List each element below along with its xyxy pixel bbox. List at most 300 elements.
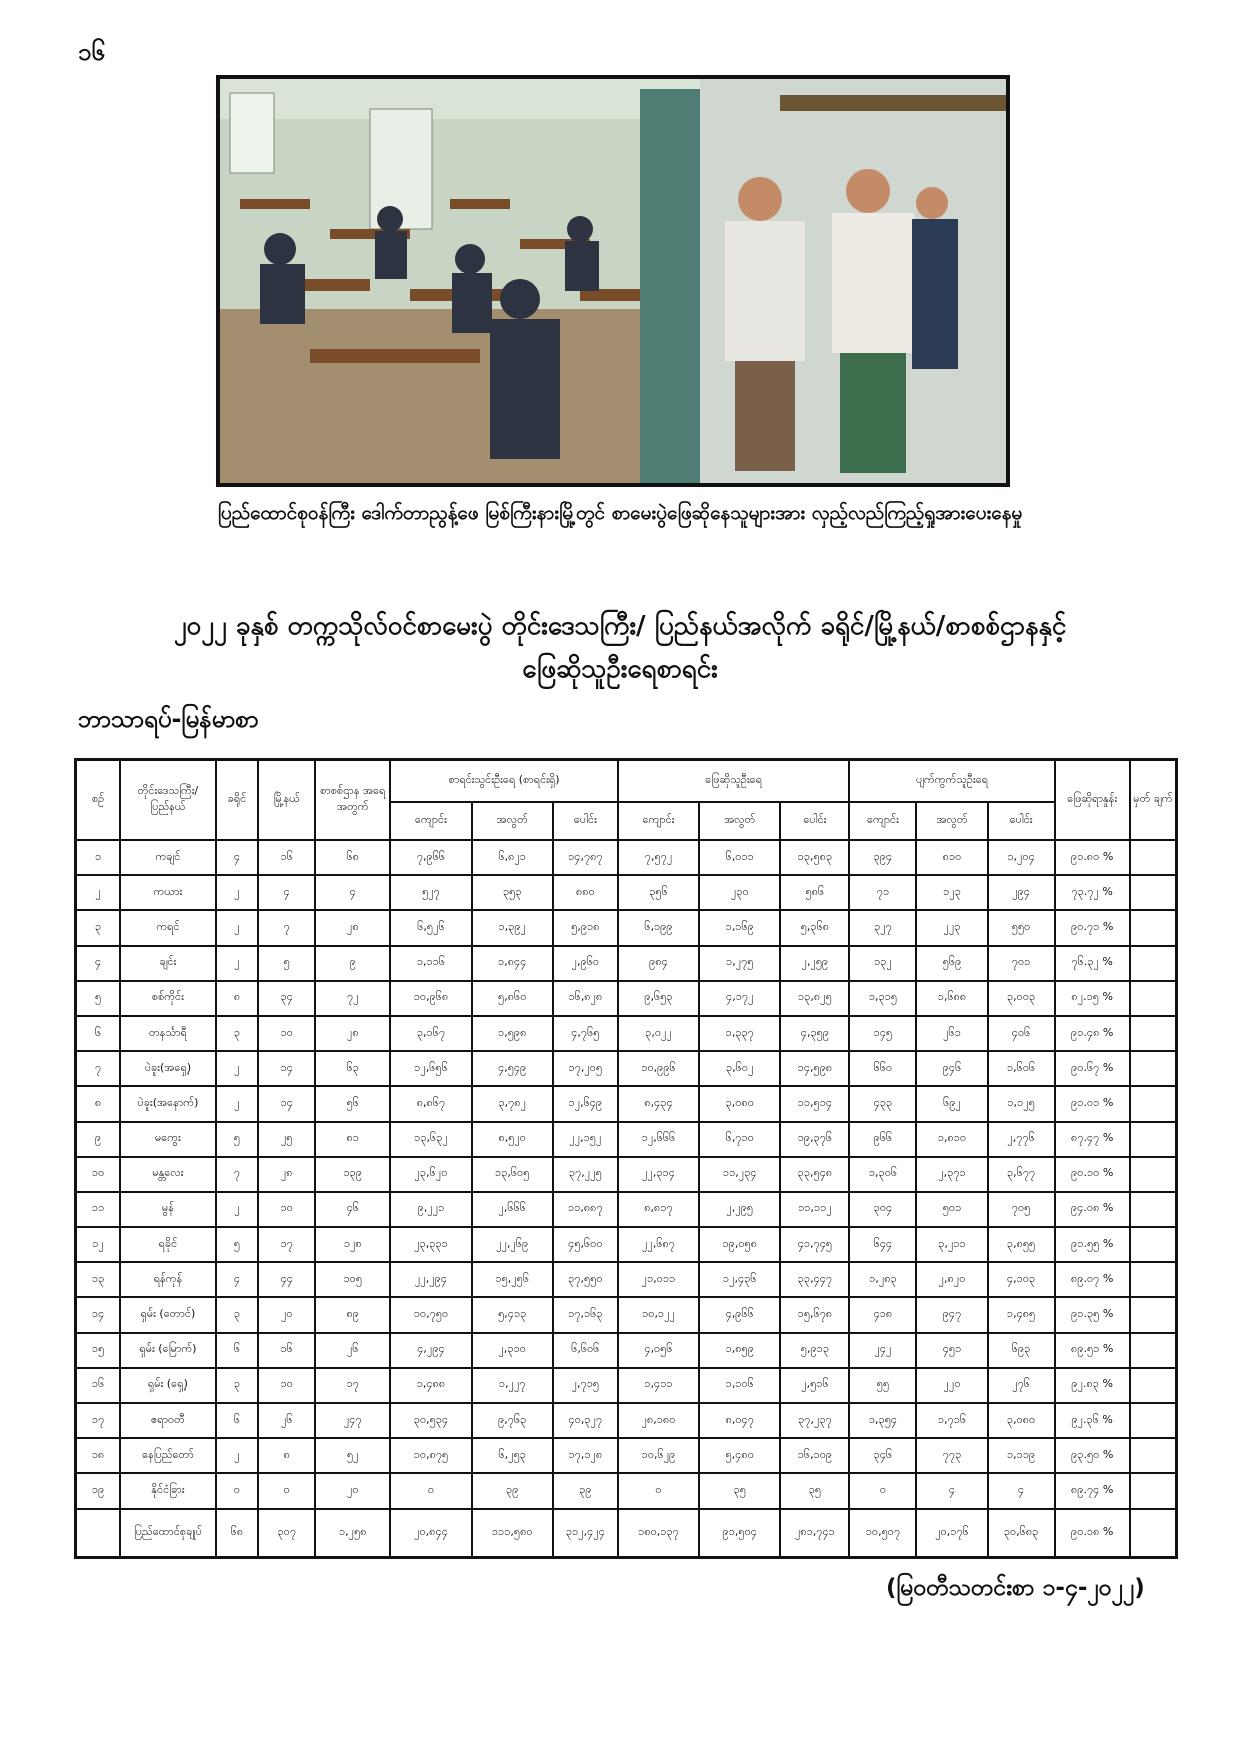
table-cell: ပဲခူး(အနောက်) [120,1086,215,1121]
table-cell: ၁၇ [258,1227,315,1262]
table-cell: ၃ [76,910,121,945]
table-cell: ၂ [216,1438,259,1473]
header-township: မြို့နယ် [258,760,315,841]
table-cell: ၉၆၆ [849,1122,916,1157]
table-row [76,1438,1177,1473]
table-cell: ၂ [216,1086,259,1121]
table-cell: ရှမ်း (မြောက်) [120,1333,215,1368]
table-cell: ၉၄၇ [916,1297,987,1332]
table-cell: ၄ [216,1262,259,1297]
table-cell: ၂၂,၁၅၂ [553,1122,618,1157]
table-cell: ၃ [216,1297,259,1332]
table-cell: ၅၂၇ [390,875,471,910]
table-cell: ၅၅၀ [988,910,1055,945]
table-cell: ၂၄၇ [315,1403,390,1438]
table-cell: ၁,၁၁၉ [988,1438,1055,1473]
candidates-table-container [74,758,1178,1559]
table-cell: ၁၀,၁၂၂ [618,1297,699,1332]
table-cell: ၈၉.၇၄ % [1055,1473,1130,1508]
table-cell: ၁,၂၅၈ [315,1509,390,1558]
table-cell: ၇ [258,910,315,945]
table-cell [1130,1473,1177,1508]
table-cell: ၄,၁၇၂ [699,981,780,1016]
table-cell: ၄ [315,875,390,910]
table-cell: ၂၆၁ [916,1016,987,1051]
table-cell: ၇၂ [315,981,390,1016]
table-cell: ၄ [988,1473,1055,1508]
table-cell: ၂၃,၃၃၁ [390,1227,471,1262]
header-absent-male: ကျောင်း [849,802,916,840]
table-total-row [76,1509,1177,1558]
table-cell: ၂၃၀ [699,875,780,910]
table-cell: ၉၁.၀၁ % [1055,1086,1130,1121]
table-cell: ၃၄ [258,981,315,1016]
table-cell: ၀ [618,1473,699,1508]
table-cell: ၁ [76,840,121,875]
table-cell: ၄,၇၆၅ [553,1016,618,1051]
table-cell: ၅၆ [315,1086,390,1121]
table-cell: ၁,၃၃၇ [699,1016,780,1051]
table-cell: ကယား [120,875,215,910]
table-cell: ၄၁,၇၄၅ [780,1227,849,1262]
table-cell: ၁၂၃ [916,875,987,910]
table-cell: ၁၀,၉၉၆ [618,1051,699,1086]
header-attended-total: ပေါင်း [780,802,849,840]
table-cell: ၁၉,၃၇၆ [780,1122,849,1157]
table-cell [1130,1016,1177,1051]
table-cell: ၁,၁၀၆ [699,1368,780,1403]
table-cell: ၆ [76,1016,121,1051]
table-cell: ၂၈,၁၈၀ [618,1403,699,1438]
table-cell: ၃၅၃ [472,875,553,910]
table-cell [1130,1368,1177,1403]
table-row [76,1051,1177,1086]
table-cell: ရှမ်း (ရှေ့) [120,1368,215,1403]
table-cell: ၄၅,၆၀၀ [553,1227,618,1262]
table-cell: ၉ [76,1122,121,1157]
table-cell: ၉၂.၈၃ % [1055,1368,1130,1403]
table-cell: ၁၇ [315,1368,390,1403]
header-no: စဉ် [76,760,121,841]
table-cell: ၈၇.၄၇ % [1055,1122,1130,1157]
table-cell: ၁၁,၈၈၇ [553,1192,618,1227]
table-cell: ၀ [216,1473,259,1508]
table-cell: ၂,၆၆၆ [472,1192,553,1227]
table-cell: ၆၉၂ [916,1086,987,1121]
report-title-line1: ၂၀၂၂ ခုနှစ် တက္ကသိုလ်ဝင်စာမေးပွဲ တိုင်းဒေသကြီး/ ပြည်နယ်အလိုက် ခရိုင်/မြို့နယ်/စာစစ်ဌာနနှင့် [173,611,1067,641]
table-cell: စစ်ကိုင်း [120,981,215,1016]
table-cell: ၁၅,၂၅၆ [472,1262,553,1297]
table-cell: ၇၁ [849,875,916,910]
table-cell: ၁၆,၈၂၈ [553,981,618,1016]
table-cell: ၉၂.၃၆ % [1055,1403,1130,1438]
table-row [76,1086,1177,1121]
table-cell [1130,946,1177,981]
table-cell: ၃,၀၀၃ [988,981,1055,1016]
table-cell: ၉,၇၆၃ [472,1403,553,1438]
table-cell [1130,1086,1177,1121]
table-cell: ၆,၆၀၆ [553,1333,618,1368]
table-cell: ၈,၈၁၇ [618,1192,699,1227]
table-cell: ၁၁,၅၁၄ [780,1086,849,1121]
table-cell: ၃၅ [699,1473,780,1508]
table-cell: ၁,၅၉၈ [472,1016,553,1051]
table-cell: ၁,၃၅၄ [849,1403,916,1438]
header-registered-female: အလွတ် [472,802,553,840]
table-cell: ၁၀,၉၆၈ [390,981,471,1016]
table-cell: ၁၁ [76,1192,121,1227]
table-cell: ၁,၃၀၆ [849,1157,916,1192]
table-cell: ၃,၆၇၇ [988,1157,1055,1192]
table-cell: ၁၅ [76,1333,121,1368]
table-cell: ၃၄၆ [849,1438,916,1473]
table-cell: ဧရာဝတီ [120,1403,215,1438]
table-cell: ၉၁.၃၅ % [1055,1297,1130,1332]
table-cell: ၂,၇၁၅ [553,1368,618,1403]
table-cell: ၉,၆၅၃ [618,981,699,1016]
table-cell: ၄၄ [258,1262,315,1297]
table-cell: ၂၀ [315,1473,390,1508]
table-cell: ၅,၃၆၈ [780,910,849,945]
table-cell: ရှမ်း (တောင်) [120,1297,215,1332]
table-cell [1130,1157,1177,1192]
table-cell: ၄၁၈ [849,1297,916,1332]
header-district: ခရိုင် [216,760,259,841]
table-cell: ၁,၈၅၉ [699,1333,780,1368]
table-row [76,1333,1177,1368]
header-attended-male: ကျောင်း [618,802,699,840]
table-cell: ၁၃၉ [315,1157,390,1192]
table-cell: ၂၁,၀၁၁ [618,1262,699,1297]
table-cell: ၂၈၁,၇၄၁ [780,1509,849,1558]
table-cell: ၂ [216,910,259,945]
table-cell: ၁၄ [258,1051,315,1086]
table-cell: ၁၂,၄၃၆ [699,1262,780,1297]
table-cell: ၉၄.၀၈ % [1055,1192,1130,1227]
table-cell: ၂၂,၆၈၇ [618,1227,699,1262]
table-cell: ၆၈ [216,1509,259,1558]
table-cell: ၉,၂၂၁ [390,1192,471,1227]
table-cell [1130,1509,1177,1558]
table-cell: ၃ [216,1368,259,1403]
table-cell: ၁၀ [258,1368,315,1403]
table-cell [1130,910,1177,945]
table-cell: ၃,၂၁၁ [916,1227,987,1262]
table-cell: ၁၆ [76,1368,121,1403]
table-cell: ၁၄ [76,1297,121,1332]
table-cell: ၃၀၄ [849,1192,916,1227]
table-cell: ၂၂၀ [916,1368,987,1403]
table-cell: ၁,၁၂၅ [988,1086,1055,1121]
table-cell: ၇၀၅ [988,1192,1055,1227]
table-cell [1130,1051,1177,1086]
table-cell: ၇၆.၃၂ % [1055,946,1130,981]
table-cell: ၁,၁၁၆ [390,946,471,981]
table-cell: ၁၂,၆၄၉ [553,1086,618,1121]
table-cell: ၁၂၈ [315,1227,390,1262]
table-row [76,981,1177,1016]
table-cell: ၃,၈၅၅ [988,1227,1055,1262]
table-row [76,1227,1177,1262]
table-cell: ၀ [390,1473,471,1508]
table-cell: ၆,၀၁၁ [699,840,780,875]
table-cell: ၁,၂၈၃ [849,1262,916,1297]
header-remark: မှတ် ချက် [1130,760,1177,841]
table-row [76,1473,1177,1508]
table-cell: ၅ [216,1227,259,1262]
page-number: ၁၆ [78,38,105,66]
table-cell: ၃,၀၂၂ [618,1016,699,1051]
table-cell: ၁၂,၆၅၆ [390,1051,471,1086]
table-cell: ၃၅ [780,1473,849,1508]
table-cell: ၁၇,၂၀၅ [553,1051,618,1086]
table-cell: ၉၃.၅၀ % [1055,1438,1130,1473]
table-cell [1130,1192,1177,1227]
table-cell: ၄,၀၅၆ [618,1333,699,1368]
table-cell: ၂ [76,875,121,910]
table-cell: ၈ [76,1086,121,1121]
table-cell [1130,1262,1177,1297]
table-cell: ၂,၈၂၀ [916,1262,987,1297]
table-cell: ရန်ကုန် [120,1262,215,1297]
table-cell: ၄,၃၅၉ [780,1016,849,1051]
table-cell: ၃,၀၈၀ [699,1086,780,1121]
table-cell: ၉၀.၁၀ % [1055,1157,1130,1192]
table-cell: ၁၈ [76,1438,121,1473]
table-cell: ၂,၅၁၆ [780,1368,849,1403]
table-cell: ၈၉ [315,1297,390,1332]
table-cell: ၁၆,၁၀၉ [780,1438,849,1473]
table-cell [1130,1403,1177,1438]
table-cell: ၅,၉၁၈ [553,910,618,945]
table-cell: ၁၃,၈၂၅ [780,981,849,1016]
table-row [76,910,1177,945]
table-cell: ၃ [216,1016,259,1051]
table-cell: ၈,၄၃၄ [618,1086,699,1121]
table-row [76,1297,1177,1332]
table-cell: ပြည်ထောင်စုချုပ် [120,1509,215,1558]
table-cell: ၁၄၅ [849,1016,916,1051]
table-cell: ၆ [216,1403,259,1438]
table-cell: ၁၇,၁၂၈ [553,1438,618,1473]
table-cell [1130,981,1177,1016]
table-cell: ၂,၂၅၉ [780,946,849,981]
table-cell: ၃၃,၄၄၇ [780,1262,849,1297]
table-cell: ၄၀၆ [988,1016,1055,1051]
table-cell: ကရင် [120,910,215,945]
table-cell: ၉၀.၆၇ % [1055,1051,1130,1086]
table-cell: ၁,၄၈၅ [988,1297,1055,1332]
table-cell: ၅,၈၆၀ [472,981,553,1016]
table-cell: ၈ [258,1438,315,1473]
table-cell: ၈,၅၂၀ [472,1122,553,1157]
table-cell: ၁၆ [258,1333,315,1368]
report-title-line2: ဖြေဆိုသူဦးရေစာရင်း [522,654,718,684]
table-cell: ၃၉၄ [849,840,916,875]
table-cell: ၉၁.၄၈ % [1055,1016,1130,1051]
header-region: တိုင်းဒေသကြီး/ ပြည်နယ် [120,760,215,841]
table-cell: ၂ [216,1051,259,1086]
table-cell: ၇ [216,1157,259,1192]
header-attended-female: အလွတ် [699,802,780,840]
table-cell: ၂,၉၆၀ [553,946,618,981]
table-cell: ၁၇ [76,1403,121,1438]
table-cell: ၆ [216,1333,259,1368]
table-cell: ၁,၈၄၄ [472,946,553,981]
table-cell: ၁,၄၁၁ [618,1368,699,1403]
table-cell: ၆၆၀ [849,1051,916,1086]
table-cell: ၂၂,၂၉၄ [390,1262,471,1297]
table-cell: ၆,၅၂၆ [390,910,471,945]
table-cell: ၁,၁၆၉ [699,910,780,945]
table-cell: ၃၁၂,၄၂၄ [553,1509,618,1558]
table-cell: ၁,၂၀၄ [988,840,1055,875]
table-cell [1130,875,1177,910]
table-cell: ၂,၂၉၅ [699,1192,780,1227]
header-absent: ပျက်ကွက်သူဦးရေ [849,760,1054,803]
header-centers: စာစစ်ဌာန အရေ အတွက် [315,760,390,841]
table-cell: ၅,၄၈၀ [699,1438,780,1473]
table-cell: ၈၉.၅၁ % [1055,1333,1130,1368]
table-cell: ၅၀၁ [916,1192,987,1227]
table-cell: ၃၀,၆၈၃ [988,1509,1055,1558]
table-cell: ၁၇,၁၆၃ [553,1297,618,1332]
table-cell: ၁၀ [258,1192,315,1227]
table-cell: ၃,၀၈၀ [988,1403,1055,1438]
table-cell: ၂၈ [258,1157,315,1192]
table-cell: ၀ [258,1473,315,1508]
table-cell: ၁,၃၁၅ [849,981,916,1016]
table-cell: ၈၁ [315,1122,390,1157]
table-cell: ၂,၃၇၁ [916,1157,987,1192]
table-row [76,1122,1177,1157]
table-cell: ၇ [76,1051,121,1086]
table-cell: ၁၀၅ [315,1262,390,1297]
table-cell: ၆၃ [315,1051,390,1086]
table-cell: ၁၃,၆၀၅ [472,1157,553,1192]
table-cell: ၂၄၂ [849,1333,916,1368]
table-cell: ၃၅၆ [618,875,699,910]
table-cell: ၄၀,၃၂၇ [553,1403,618,1438]
table-row [76,1403,1177,1438]
table-row [76,1192,1177,1227]
table-cell: ၃,၇၈၂ [472,1086,553,1121]
table-cell: ၆၉၃ [988,1333,1055,1368]
table-cell: ၇,၉၆၆ [390,840,471,875]
table-cell: ၁၂,၆၆၆ [618,1122,699,1157]
table-cell: ၁,၈၁၀ [916,1122,987,1157]
table-cell: ၃၇,၂၃၇ [780,1403,849,1438]
table-cell: ၅,၉၁၃ [780,1333,849,1368]
table-cell: ၀ [849,1473,916,1508]
table-cell: ၁၃၂ [849,946,916,981]
source-citation: (မြဝတီသတင်းစာ ၁-၄-၂၀၂၂) [886,1575,1145,1601]
table-cell: ၆,၂၅၃ [472,1438,553,1473]
table-cell: ၁၃,၅၈၃ [780,840,849,875]
table-cell: ၁၆ [258,840,315,875]
table-cell: ၄ [216,840,259,875]
table-cell: ၉ [315,946,390,981]
table-cell: ၅၂ [315,1438,390,1473]
table-cell [1130,1227,1177,1262]
table-cell: နိုင်ငံခြား [120,1473,215,1508]
table-cell: ၂,၇၇၆ [988,1122,1055,1157]
table-cell [1130,1297,1177,1332]
table-cell: ၂ [216,1192,259,1227]
table-cell: ၅ [258,946,315,981]
table-cell [1130,1122,1177,1157]
header-percent: ဖြေဆိုရာနှုန်း [1055,760,1130,841]
table-cell: ၃၇,၅၅၀ [553,1262,618,1297]
table-cell: ၉၁,၅၀၄ [699,1509,780,1558]
table-cell [1130,1438,1177,1473]
table-cell: ၄,၅၄၉ [472,1051,553,1086]
header-registered-total: ပေါင်း [553,802,618,840]
table-cell [1130,1333,1177,1368]
candidates-table [74,758,1178,1559]
table-cell: ၆၈ [315,840,390,875]
table-cell: ၅ [76,981,121,1016]
table-cell: ၄၅၁ [916,1333,987,1368]
table-cell: ၆,၇၁၀ [699,1122,780,1157]
table-cell: ၃၀၇ [258,1509,315,1558]
table-cell [1130,840,1177,875]
table-cell: ၁,၇၁၆ [916,1403,987,1438]
table-row [76,1368,1177,1403]
table-cell: ရခိုင် [120,1227,215,1262]
table-cell: ၄ [916,1473,987,1508]
table-cell: ၅၆၉ [916,946,987,981]
table-cell: မန္တလေး [120,1157,215,1192]
table-cell: ၅၅ [849,1368,916,1403]
table-cell: ၁,၃၉၂ [472,910,553,945]
table-cell: ၂၆ [315,1333,390,1368]
subject-label: ဘာသာရပ်-မြန်မာစာ [78,705,259,733]
table-cell: ၄,၁၀၃ [988,1262,1055,1297]
header-registered-male: ကျောင်း [390,802,471,840]
table-cell: ၁၁၁,၅၈၀ [472,1509,553,1558]
header-absent-female: အလွတ် [916,802,987,840]
table-cell: ၁၄,၇၈၇ [553,840,618,875]
table-row [76,875,1177,910]
table-cell: ၉၁.၅၅ % [1055,1227,1130,1262]
table-cell: မကွေး [120,1122,215,1157]
exam-hall-photo [216,75,1010,487]
table-cell: ၂၀,၈၄၄ [390,1509,471,1558]
table-cell: ၂,၃၁၀ [472,1333,553,1368]
table-cell: မွန် [120,1192,215,1227]
table-cell: ၄,၉၆၆ [699,1297,780,1332]
table-cell: ၃,၁၆၇ [390,1016,471,1051]
table-cell: ၁၁,၂၃၄ [699,1157,780,1192]
table-cell: ၂၀ [258,1297,315,1332]
table-cell: ၈၈၀ [553,875,618,910]
table-cell: ၃၇,၂၂၅ [553,1157,618,1192]
table-cell: ၈၂.၁၅ % [1055,981,1130,1016]
table-cell: ၉၄၆ [916,1051,987,1086]
table-cell: ၃၀,၅၃၄ [390,1403,471,1438]
table-cell: ၁,၂၇၅ [699,946,780,981]
table-cell: ၂၃,၆၂၀ [390,1157,471,1192]
table-cell: ၁၅,၆၇၈ [780,1297,849,1332]
table-cell: ၄ [258,875,315,910]
table-cell: ၁,၄၈၈ [390,1368,471,1403]
table-cell: ၁၄,၅၉၈ [780,1051,849,1086]
table-cell: ၂၅ [258,1122,315,1157]
table-cell: ၁၈၀,၁၃၇ [618,1509,699,1558]
table-cell: ၈၁၀ [916,840,987,875]
table-cell: ၄,၂၉၄ [390,1333,471,1368]
